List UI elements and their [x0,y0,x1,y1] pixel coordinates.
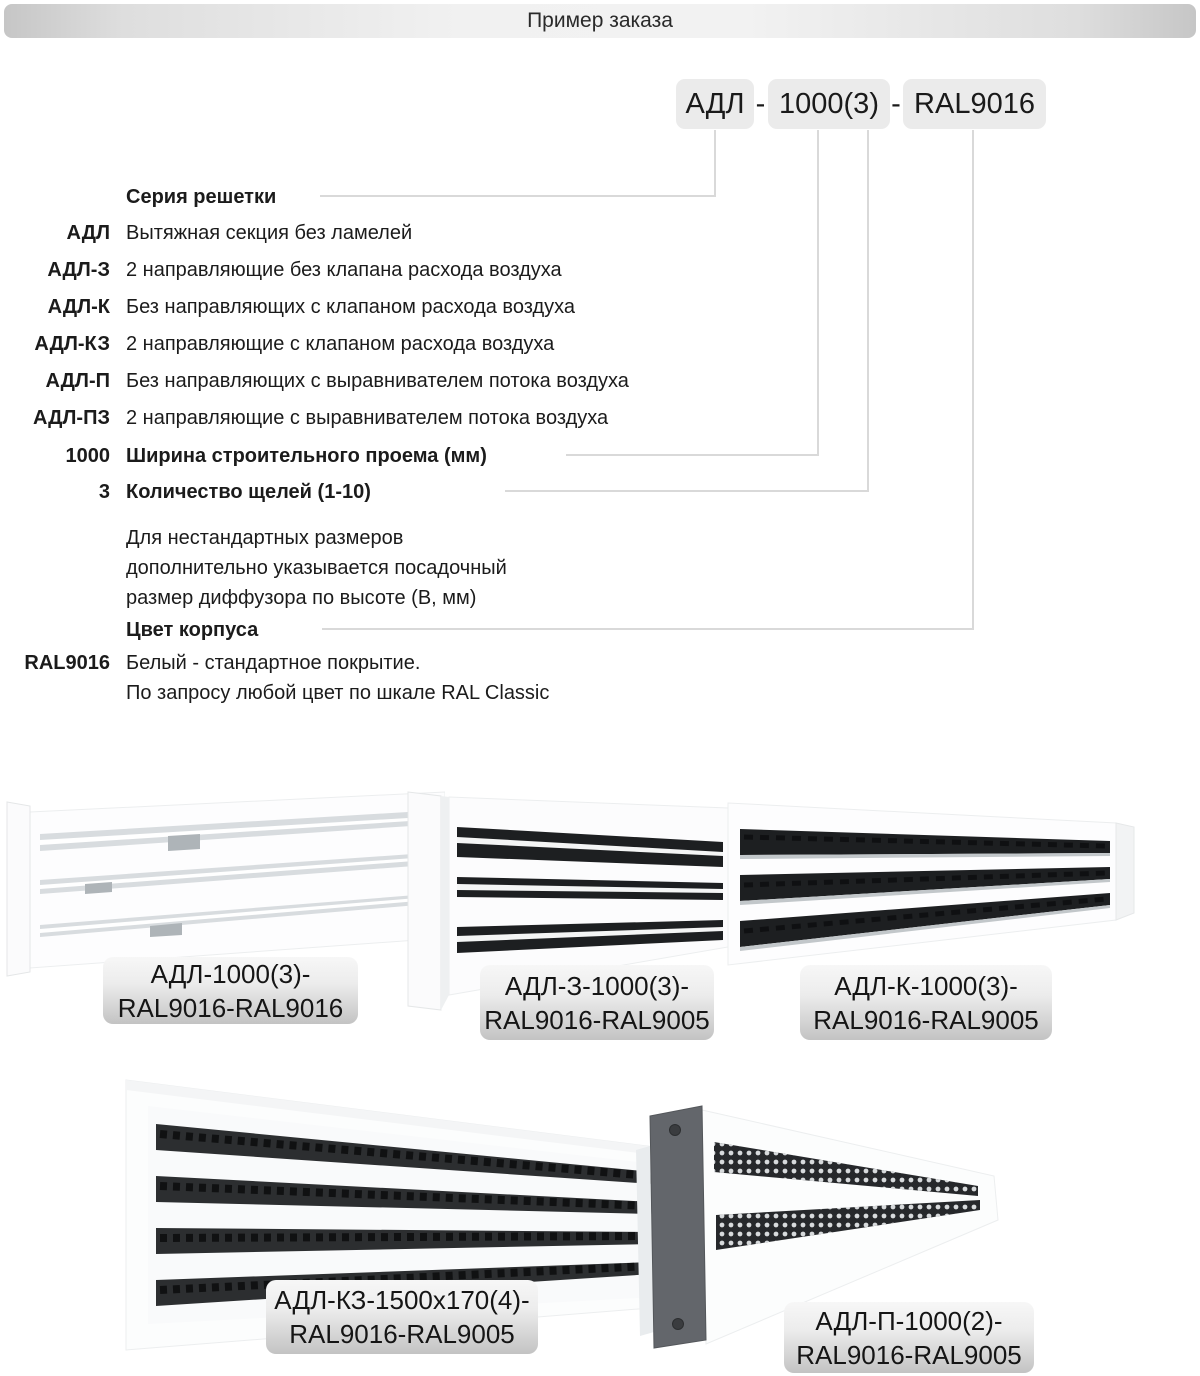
product-label-line: АДЛ-1000(3)- [150,958,311,989]
page-title: Пример заказа [4,4,1196,38]
series-term: АДЛ-З [47,259,110,281]
product-label-line: АДЛ-З-1000(3)- [504,970,690,1001]
color-description-line: Белый - стандартное покрытие. [126,652,421,674]
series-term: АДЛ [66,222,110,244]
color-description [126,648,549,708]
product-label-line: RAL9016-RAL9005 [813,1004,1039,1035]
series-description: 2 направляющие с клапаном расхода воздуха [126,333,555,355]
note-line: Для нестандартных размеров [126,527,404,549]
screw-icon [673,1319,684,1330]
product-label-adl-p [784,1302,1034,1373]
connector-slots-vertical [867,130,869,492]
order-code-color-box: RAL9016 [903,79,1046,129]
slots-term: 3 [98,481,110,503]
series-term: АДЛ-П [45,370,110,392]
color-description-line: По запросу любой цвет по шкале RAL Classic [126,682,550,704]
connector-series-vertical [714,130,716,197]
product-label-adl-k [800,965,1052,1040]
connector-width-horizontal [566,454,819,456]
color-heading: Цвет корпуса [126,617,264,643]
connector-color-vertical [972,130,974,630]
custom-size-note [126,523,507,613]
product-label-adl [103,957,358,1024]
product-image-adl-k [718,793,1138,973]
series-description: Вытяжная секция без ламелей [126,222,413,244]
width-term: 1000 [65,445,110,467]
product-label-adl-k3 [266,1280,538,1354]
product-label-line: RAL9016-RAL9005 [484,1004,710,1035]
connector-color-horizontal [322,628,974,630]
product-label-line: АДЛ-К-1000(3)- [834,970,1018,1001]
screw-icon [670,1125,681,1136]
series-heading: Серия решетки [126,184,282,210]
product-image-adl [0,788,445,983]
series-description: Без направляющих с клапаном расхода воздуха [126,296,576,318]
product-label-adl-3 [480,965,714,1040]
series-description: 2 направляющие с выравнивателем потока воздуха [126,407,609,429]
product-label-line: RAL9016-RAL9005 [289,1319,515,1349]
order-code-separator-1: - [755,87,766,120]
color-term: RAL9016 [24,652,110,674]
series-term: АДЛ-К [47,296,110,318]
connector-series-horizontal [320,195,716,197]
series-description: Без направляющих с выравнивателем потока воздуха [126,370,629,392]
order-code-size-box: 1000(3) [768,79,890,129]
note-line: дополнительно указывается посадочный [126,557,507,579]
order-code-separator-2: - [891,87,901,120]
product-label-line: АДЛ-П-1000(2)- [815,1305,1003,1336]
width-label: Ширина строительного проема (мм) [126,443,493,469]
slots-label: Количество щелей (1-10) [126,479,377,505]
series-term: АДЛ-ПЗ [32,407,110,429]
series-term: АДЛ-КЗ [34,333,110,355]
connector-slots-horizontal [505,490,869,492]
connector-width-vertical [817,130,819,456]
product-label-line: RAL9016-RAL9016 [117,992,344,1023]
series-description: 2 направляющие без клапана расхода воздуха [126,259,562,281]
product-label-line: АДЛ-КЗ-1500х170(4)- [274,1285,530,1315]
order-code-series-box: АДЛ [676,79,754,129]
mounting-plate [650,1106,706,1348]
product-label-line: RAL9016-RAL9005 [796,1339,1022,1370]
note-line: размер диффузора по высоте (В, мм) [126,587,477,609]
